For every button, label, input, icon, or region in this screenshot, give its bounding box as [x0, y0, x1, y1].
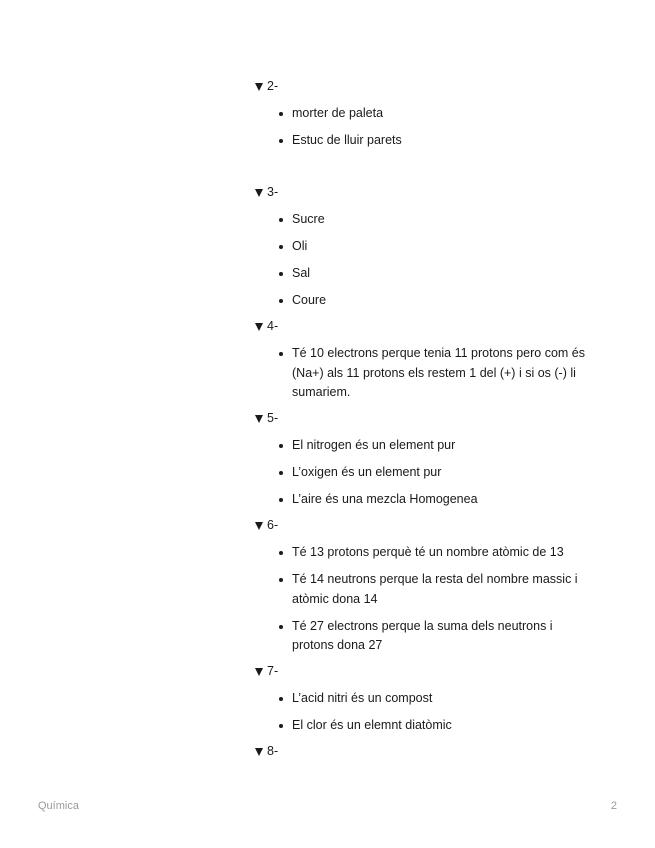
section-8	[255, 743, 585, 759]
bullet-icon	[279, 625, 283, 629]
section-label: 7-	[267, 664, 279, 678]
bullet-icon	[279, 112, 283, 116]
list-item: Té 10 electrons perque tenia 11 protons pero com és (Na+) als 11 protons els restem 1 del (+) i si os (-) li sumariem.	[278, 344, 585, 403]
list-item: El nitrogen és un element pur	[278, 436, 585, 456]
section-4	[255, 318, 585, 403]
bullet-icon	[279, 551, 283, 555]
bullet-list	[255, 689, 585, 736]
section-label: 3-	[267, 185, 279, 199]
section-toggle-7[interactable]	[255, 663, 585, 679]
list-item: Té 27 electrons perque la suma dels neutrons i protons dona 27	[278, 617, 585, 656]
bullet-list	[255, 436, 585, 510]
section-toggle-6[interactable]	[255, 517, 585, 533]
section-label: 8-	[267, 744, 279, 758]
section-6	[255, 517, 585, 656]
bullet-list	[255, 543, 585, 656]
bullet-list	[255, 210, 585, 311]
list-item: L’aire és una mezcla Homogenea	[278, 490, 585, 510]
bullet-list	[255, 104, 585, 151]
footer-page-number: 2	[610, 800, 617, 812]
document-body	[255, 78, 585, 769]
collapse-triangle-icon[interactable]	[255, 83, 263, 91]
list-item: L’acid nitri és un compost	[278, 689, 585, 709]
list-item: El clor és un elemnt diatòmic	[278, 716, 585, 736]
list-item: morter de paleta	[278, 104, 585, 124]
section-3	[255, 184, 585, 311]
bullet-icon	[279, 471, 283, 475]
collapse-triangle-icon[interactable]	[255, 668, 263, 676]
bullet-icon	[279, 299, 283, 303]
list-item: Oli	[278, 237, 585, 257]
list-item: Coure	[278, 291, 585, 311]
list-item: Sucre	[278, 210, 585, 230]
section-toggle-2[interactable]	[255, 78, 585, 94]
bullet-icon	[279, 697, 283, 701]
section-label: 4-	[267, 319, 279, 333]
collapse-triangle-icon[interactable]	[255, 748, 263, 756]
bullet-icon	[279, 724, 283, 728]
collapse-triangle-icon[interactable]	[255, 415, 263, 423]
collapse-triangle-icon[interactable]	[255, 323, 263, 331]
bullet-icon	[279, 578, 283, 582]
section-label: 6-	[267, 518, 279, 532]
section-label: 2-	[267, 79, 279, 93]
section-5	[255, 410, 585, 510]
spacer	[255, 158, 585, 184]
list-item: Té 14 neutrons perque la resta del nombre massic i atòmic dona 14	[278, 570, 585, 609]
footer-document-title: Química	[38, 800, 79, 812]
bullet-icon	[279, 352, 283, 356]
section-2	[255, 78, 585, 151]
list-item: Té 13 protons perquè té un nombre atòmic de 13	[278, 543, 585, 563]
bullet-icon	[279, 498, 283, 502]
bullet-icon	[279, 272, 283, 276]
collapse-triangle-icon[interactable]	[255, 522, 263, 530]
bullet-icon	[279, 444, 283, 448]
bullet-list	[255, 344, 585, 403]
collapse-triangle-icon[interactable]	[255, 189, 263, 197]
list-item: Sal	[278, 264, 585, 284]
list-item: Estuc de lluir parets	[278, 131, 585, 151]
section-7	[255, 663, 585, 736]
section-toggle-8[interactable]	[255, 743, 585, 759]
list-item: L’oxigen és un element pur	[278, 463, 585, 483]
section-label: 5-	[267, 411, 279, 425]
bullet-icon	[279, 139, 283, 143]
section-toggle-5[interactable]	[255, 410, 585, 426]
section-toggle-3[interactable]	[255, 184, 585, 200]
bullet-icon	[279, 245, 283, 249]
section-toggle-4[interactable]	[255, 318, 585, 334]
bullet-icon	[279, 218, 283, 222]
